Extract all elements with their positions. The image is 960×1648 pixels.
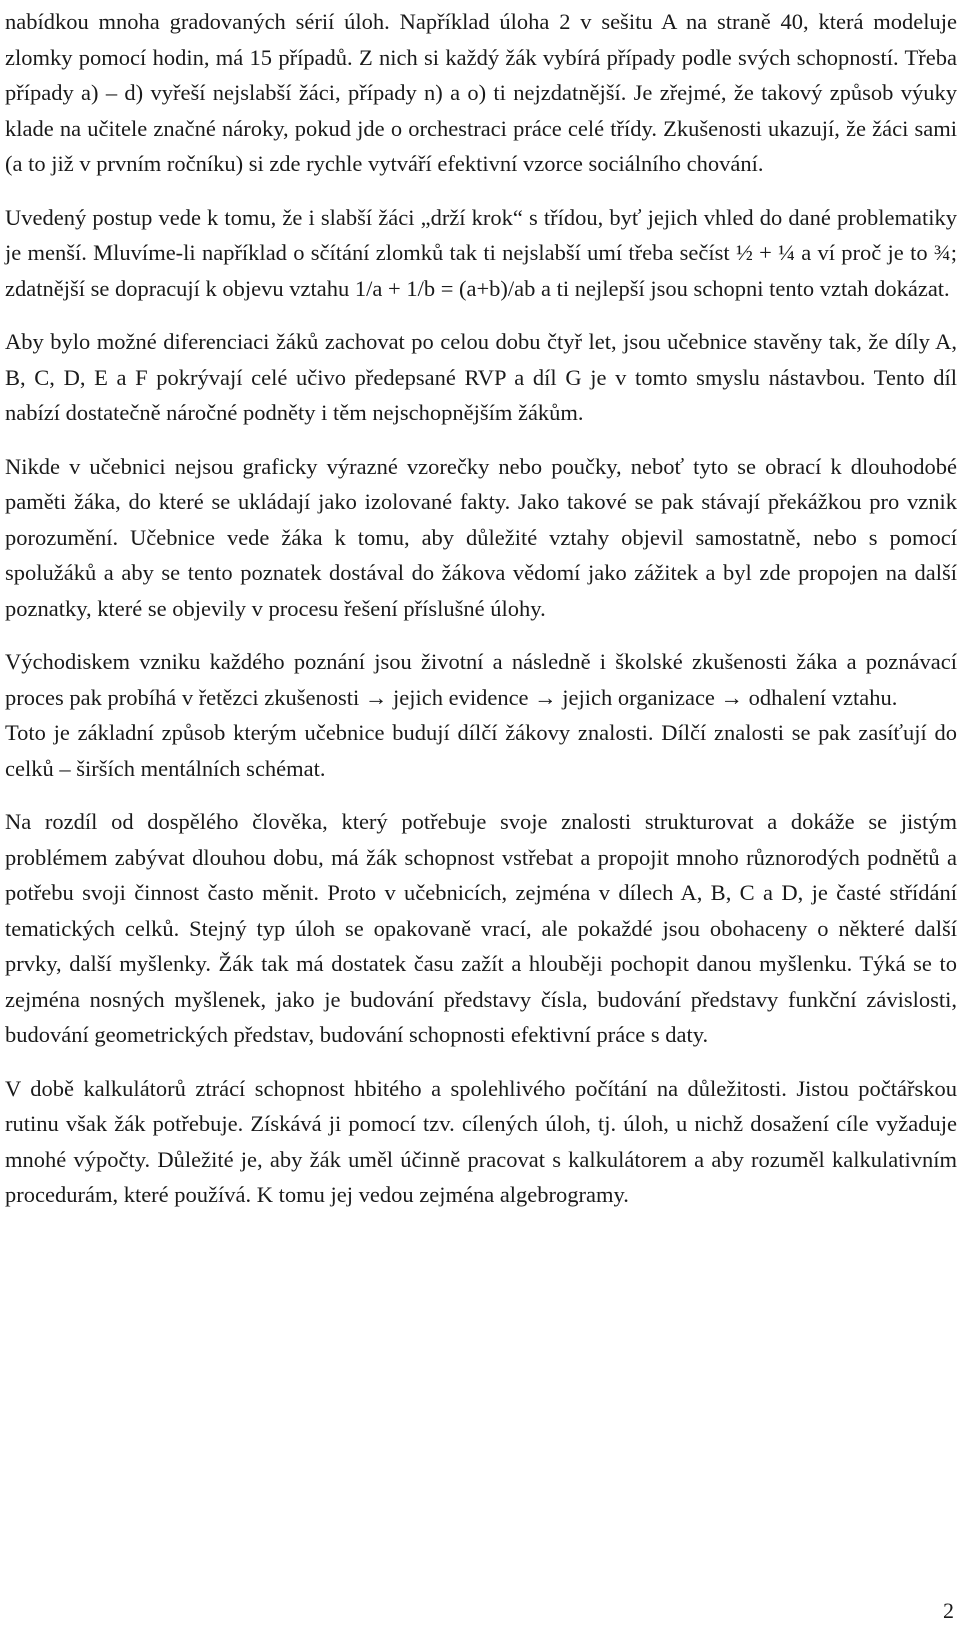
- paragraph-vychodisko: Východiskem vzniku každého poznání jsou životní a následně i školské zkušenosti žáka a poznávací proces pak probíhá v řetězci zkušenosti → jejich evidence → jejich organizace → odhalení vztahu.: [5, 649, 957, 710]
- paragraph-vzorecky: Nikde v učebnici nejsou graficky výrazné vzorečky nebo poučky, neboť tyto se obrací k dlouhodobé paměti žáka, do které se ukládají jako izolované fakty. Jako takové se pak stávají překážkou pro vznik porozumění. Učebnice vede žáka k tomu, aby důležité vztahy objevil samostatně, nebo s pomocí spolužáků a aby se tento poznatek dostával do žákova vědomí jako zážitek a byl zde propojen na další poznatky, které se objevily v procesu řešení příslušné úlohy.: [5, 453, 957, 621]
- document-page: [5, 4, 957, 1231]
- page-number: 2: [943, 1598, 954, 1623]
- paragraph-zakladni-zpusob: Toto je základní způsob kterým učebnice budují dílčí žákovy znalosti. Dílčí znalosti se pak zasíťují do celků – širších mentálních schémat.: [5, 720, 957, 781]
- paragraph-gradovane-serie: nabídkou mnoha gradovaných sérií úloh. Například úloha 2 v sešitu A na straně 40, která modeluje zlomky pomocí hodin, má 15 případů. Z nich si každý žák vybírá případy podle svých schopností. Třeba případy a) – d) vyřeší nejslabší žáci, případy n) a o) ti nejzdatnější. Je zřejmé, že takový způsob výuky klade na učitele značné nároky, pokud jde o orchestraci práce celé třídy. Zkušenosti ukazují, že žáci sami (a to již v prvním ročníku) si zde rychle vytváří efektivní vzorce sociálního chování.: [5, 9, 957, 176]
- paragraph-kalkulatory: V době kalkulátorů ztrácí schopnost hbitého a spolehlivého počítání na důležitosti. Jistou počtářskou rutinu však žák potřebuje. Získává ji pomocí tzv. cílených úloh, tj. úloh, u nichž dosažení cíle vyžaduje mnohé výpočty. Důležité je, aby žák uměl účinně pracovat s kalkulátorem a aby rozuměl kalkulativním procedurám, které používá. K tomu jej vedou zejména algebrogramy.: [5, 1075, 957, 1207]
- paragraph-dospely-clovek: Na rozdíl od dospělého člověka, který potřebuje svoje znalosti strukturovat a dokáže se jistým problémem zabývat dlouhou dobu, má žák schopnost vstřebat a propojit mnoho různorodých podnětů a potřebu svoji činnost často měnit. Proto v učebnicích, zejména v dílech A, B, C a D, je časté střídání tematických celků. Stejný typ úloh se opakovaně vrací, ale pokaždé jsou obohaceny o některé další prvky, další myšlenky. Žák tak má dostatek času zažít a hlouběji pochopit danou myšlenku. Týká se to zejména nosných myšlenek, jako je budování představy čísla, budování představy funkční závislosti, budování geometrických představ, budování schopnosti efektivní práce s daty.: [5, 809, 957, 1047]
- paragraph-slabsi-zaci: Uvedený postup vede k tomu, že i slabší žáci „drží krok“ s třídou, byť jejich vhled do dané problematiky je menší. Mluvíme-li například o sčítání zlomků tak ti nejslabší umí třeba sečíst ½ + ¼ a ví proč je to ¾; zdatnější se dopracují k objevu vztahu 1/a + 1/b = (a+b)/ab a ti nejlepší jsou schopni tento vztah dokázat.: [5, 204, 957, 301]
- paragraph-diferenciace: Aby bylo možné diferenciaci žáků zachovat po celou dobu čtyř let, jsou učebnice stavěny tak, že díly A, B, C, D, E a F pokrývají celé učivo předepsané RVP a díl G je v tomto smyslu nástavbou. Tento díl nabízí dostatečně náročné podněty i těm nejschopnějším žákům.: [5, 329, 957, 425]
